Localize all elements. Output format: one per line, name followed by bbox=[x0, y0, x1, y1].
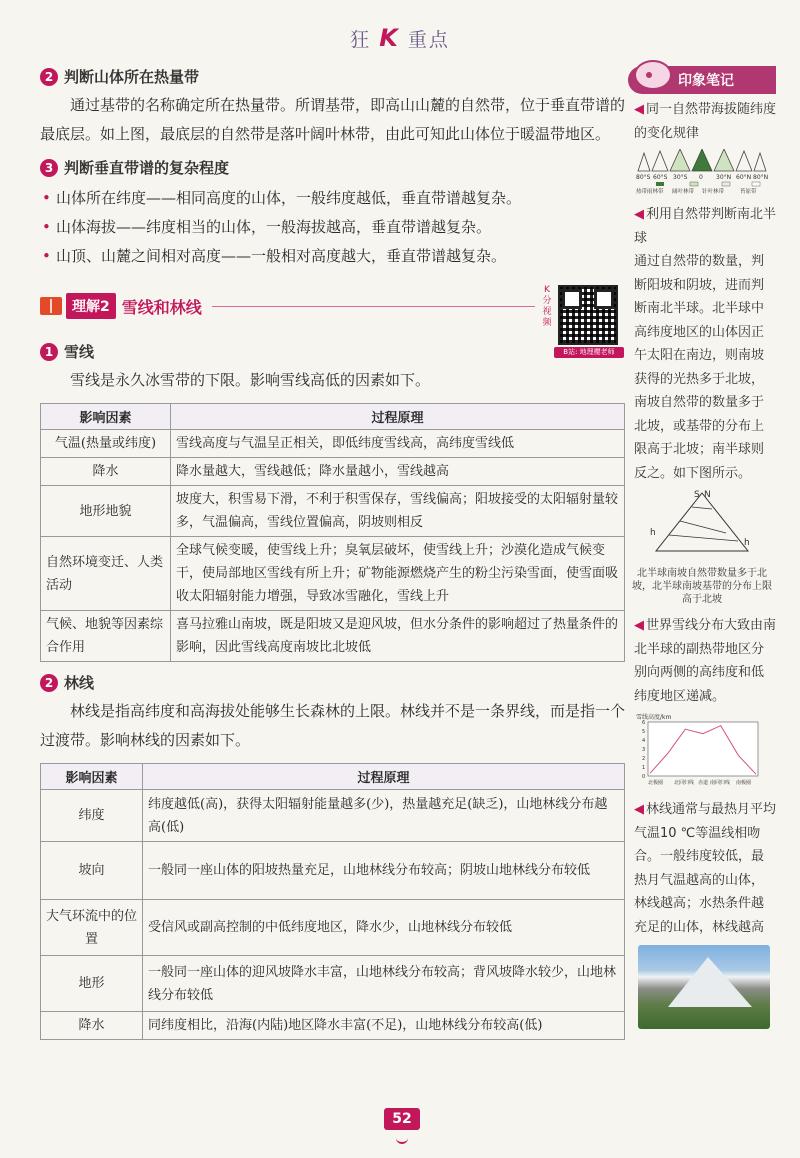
note-text: 同一自然带海拔随纬度的变化规律 bbox=[634, 102, 777, 141]
snowline-intro: 雪线是永久冰雪带的下限。影响雪线高低的因素如下。 bbox=[70, 371, 431, 389]
table-header: 影响因素 bbox=[41, 764, 143, 790]
y-tick-label: 4 bbox=[642, 738, 646, 744]
triangle-30n bbox=[714, 149, 734, 171]
subhead-title: 判断垂直带谱的复杂程度 bbox=[64, 159, 230, 177]
elephant-mascot-icon bbox=[634, 60, 672, 90]
table-cell-desc: 喜马拉雅山南坡，既是阳坡又是迎风坡，但水分条件的影响超过了热量条件的影响，因此雪线高度南坡比北坡低 bbox=[171, 611, 625, 662]
qr-code-icon[interactable] bbox=[558, 285, 618, 345]
label-south: S bbox=[694, 490, 700, 500]
triangle-80n bbox=[754, 153, 766, 171]
table-row bbox=[41, 611, 625, 662]
triangle-80s bbox=[638, 153, 650, 171]
table-cell-desc: 全球气候变暖，使雪线上升；臭氧层破坏，使雪线上升；沙漠化造成气候变干，使局部地区雪线有所上升；矿物能源燃烧产生的粉尘污染雪面，使雪面吸收太阳辐射能力增强，导致冰雪融化，雪线上升 bbox=[171, 537, 625, 611]
table-cell-desc: 雪线高度与气温呈正相关，即低纬度雪线高，高纬度雪线低 bbox=[171, 430, 625, 458]
table-cell-factor: 气温(热量或纬度) bbox=[41, 430, 171, 458]
y-tick-label: 2 bbox=[642, 756, 646, 762]
note-latitude-altitude bbox=[628, 98, 776, 145]
label-north: N bbox=[704, 490, 711, 500]
triangle-30s bbox=[670, 149, 690, 171]
table-cell-desc: 一般同一座山体的阳坡热量充足，山地林线分布较高；阴坡山地林线分布较低 bbox=[143, 842, 625, 900]
subhead-title: 雪线 bbox=[64, 343, 95, 361]
lat-label: 60°S bbox=[653, 174, 668, 181]
table-row bbox=[41, 842, 625, 900]
qr-code-block[interactable] bbox=[540, 285, 625, 360]
table-row bbox=[41, 537, 625, 611]
table-cell-factor: 地形地貌 bbox=[41, 486, 171, 537]
table-row bbox=[41, 790, 625, 842]
legend-label: 针叶林带 bbox=[702, 189, 725, 195]
subhead-heat-zone bbox=[40, 66, 625, 87]
lat-label: 0 bbox=[699, 174, 703, 181]
treeline-intro: 林线是指高纬度和高海拔处能够生长森林的上限。林线并不是一条界线，而是指一个过渡带。影响林线的因素如下。 bbox=[40, 702, 626, 749]
table-cell-desc: 同纬度相比，沿海(内陆)地区降水丰富(不足)，山地林线分布较高(低) bbox=[143, 1012, 625, 1040]
x-label: 南回归线 bbox=[710, 780, 731, 786]
triangle-equator bbox=[692, 149, 712, 171]
video-label: K分视频 bbox=[542, 285, 552, 328]
mountain-photo bbox=[638, 945, 770, 1029]
table-row bbox=[41, 956, 625, 1012]
list-item: • 山顶、山麓之间相对高度——一般相对高度越大，垂直带谱越复杂。 bbox=[40, 242, 625, 271]
y-tick-label: 1 bbox=[642, 765, 646, 771]
triangle-left-icon: ◀ bbox=[634, 207, 644, 222]
triangle-left-icon: ◀ bbox=[634, 802, 644, 817]
section-divider bbox=[212, 306, 535, 307]
fig-zone-triangles bbox=[636, 149, 768, 195]
table-cell-factor: 纬度 bbox=[41, 790, 143, 842]
header-k-logo: K bbox=[379, 24, 400, 52]
legend-label: 热带雨林带 bbox=[636, 189, 664, 195]
table-cell-desc: 降水量越大，雪线越低；降水量越小，雪线越高 bbox=[171, 458, 625, 486]
table-cell-factor: 坡向 bbox=[41, 842, 143, 900]
subhead-title: 林线 bbox=[64, 674, 95, 692]
fig-snowline-chart bbox=[636, 712, 768, 790]
section-header-snow-forest bbox=[40, 285, 625, 356]
table-row bbox=[41, 1012, 625, 1040]
paragraph-base-zone: 通过基带的名称确定所在热量带。所谓基带，即高山山麓的自然带，位于垂直带谱的最底层。如上图，最底层的自然带是落叶阔叶林带，由此可知此山体位于暖温带地区。 bbox=[40, 96, 626, 143]
triangle-60n bbox=[736, 151, 752, 171]
note-text: 世界雪线分布大致由南北半球的副热带地区分别向两侧的高纬度和低纬度地区递减。 bbox=[634, 618, 777, 704]
table-header: 过程原理 bbox=[171, 404, 625, 430]
table-row bbox=[41, 900, 625, 956]
table-cell-desc: 纬度越低(高)，获得太阳辐射能量越多(少)，热量越充足(缺乏)，山地林线分布越高(低) bbox=[143, 790, 625, 842]
x-label: 北极圈 bbox=[648, 780, 664, 786]
table-cell-factor: 大气环流中的位置 bbox=[41, 900, 143, 956]
list-item: • 山体所在纬度——相同高度的山体，一般纬度越低，垂直带谱越复杂。 bbox=[40, 184, 625, 213]
subhead-treeline bbox=[40, 672, 625, 693]
fig-mountain-slopes bbox=[636, 489, 768, 561]
section-title: 雪线和林线 bbox=[121, 297, 202, 317]
label-h-north: h bbox=[744, 538, 750, 548]
table-cell-factor: 自然环境变迁、人类活动 bbox=[41, 537, 171, 611]
number-badge: 3 bbox=[40, 159, 58, 177]
table-row bbox=[41, 430, 625, 458]
table-cell-factor: 地形 bbox=[41, 956, 143, 1012]
note-hemisphere bbox=[628, 203, 776, 485]
subhead-complexity bbox=[40, 157, 625, 178]
table-cell-desc: 一般同一座山体的迎风坡降水丰富，山地林线分布较高；背风坡降水较少，山地林线分布较低 bbox=[143, 956, 625, 1012]
legend-swatch-tundra bbox=[752, 182, 760, 186]
y-tick-label: 3 bbox=[642, 747, 646, 753]
table-row bbox=[41, 486, 625, 537]
table-header: 影响因素 bbox=[41, 404, 171, 430]
table-cell-desc: 受信风或副高控制的中低纬度地区，降水少，山地林线分布较低 bbox=[143, 900, 625, 956]
subhead-snowline bbox=[40, 341, 625, 362]
table-cell-factor: 气候、地貌等因素综合作用 bbox=[41, 611, 171, 662]
note-text: 通过自然带的数量，判断阳坡和阴坡，进而判断南北半球。北半球中高纬度地区的山体因正午太阳在南边，则南坡获得的光热多于北坡，南坡自然带的数量多于北坡，或基带的分布上限高于北坡；南半球则反之。如下图所示。 bbox=[634, 254, 765, 481]
legend-swatch-broadleaf bbox=[690, 182, 698, 186]
table-cell-factor: 降水 bbox=[41, 458, 171, 486]
label-h-south: h bbox=[650, 528, 656, 538]
lat-label: 60°N bbox=[736, 174, 752, 181]
sidebar-header bbox=[628, 66, 776, 94]
treeline-table bbox=[40, 763, 625, 1040]
lat-label: 80°N bbox=[753, 174, 768, 181]
legend-swatch-conifer bbox=[722, 182, 730, 186]
zone-line bbox=[680, 521, 726, 533]
y-tick-label: 5 bbox=[642, 729, 646, 735]
subhead-title: 判断山体所在热量带 bbox=[64, 68, 200, 86]
sidebar-notes bbox=[628, 66, 776, 1029]
triangle-left-icon: ◀ bbox=[634, 102, 644, 117]
header-text-2: 重点 bbox=[407, 29, 450, 51]
triangle-left-icon: ◀ bbox=[634, 618, 644, 633]
qr-caption: B站: 地理樱老师 bbox=[554, 347, 624, 358]
y-tick-label: 0 bbox=[642, 774, 646, 780]
section-tag: 理解2 bbox=[66, 293, 116, 319]
list-item: • 山体海拔——纬度相当的山体，一般海拔越高，垂直带谱越复杂。 bbox=[40, 213, 625, 242]
x-label: 赤道 bbox=[698, 780, 709, 786]
fig-caption: 北半球南坡自然带数量多于北坡，北半球南坡基带的分布上限高于北坡 bbox=[632, 568, 772, 605]
page-header bbox=[0, 24, 800, 52]
complexity-list bbox=[40, 184, 625, 271]
note-text: 林线通常与最热月平均气温10 ℃等温线相吻合。一般纬度较低，最热月气温越高的山体，林线越高；水热条件越充足的山体，林线越高 bbox=[634, 802, 777, 935]
legend-label: 阔叶林带 bbox=[672, 189, 695, 195]
triangle-60s bbox=[652, 151, 668, 171]
header-text-1: 狂 bbox=[350, 29, 372, 51]
number-badge: 1 bbox=[40, 343, 58, 361]
main-content bbox=[40, 60, 625, 1040]
note-heading: 利用自然带判断南北半球 bbox=[634, 207, 777, 246]
table-row bbox=[41, 458, 625, 486]
legend-label: 苔原带 bbox=[740, 189, 757, 195]
snowline-table bbox=[40, 403, 625, 662]
zone-line bbox=[692, 507, 712, 509]
lat-label: 80°S bbox=[636, 174, 651, 181]
note-treeline bbox=[628, 798, 776, 939]
number-badge: 2 bbox=[40, 674, 58, 692]
mountain-outline bbox=[656, 493, 748, 551]
lat-label: 30°S bbox=[673, 174, 688, 181]
legend-swatch-rainforest bbox=[656, 182, 664, 186]
table-cell-desc: 坡度大，积雪易下滑，不利于积雪保存，雪线偏高；阳坡接受的太阳辐射量较多，气温偏高，雪线位置偏高，阴坡则相反 bbox=[171, 486, 625, 537]
lat-label: 30°N bbox=[716, 174, 732, 181]
zone-line bbox=[669, 535, 738, 541]
sidebar-title: 印象笔记 bbox=[678, 73, 734, 89]
plot-frame bbox=[648, 722, 758, 776]
page-number: 52 bbox=[384, 1108, 420, 1130]
note-snowline bbox=[628, 614, 776, 708]
table-header: 过程原理 bbox=[143, 764, 625, 790]
x-label: 北回归线 bbox=[674, 780, 695, 786]
y-axis-label: 雪线高度/km bbox=[636, 714, 672, 721]
y-tick-label: 6 bbox=[642, 720, 646, 726]
book-icon bbox=[40, 297, 62, 315]
number-badge: 2 bbox=[40, 68, 58, 86]
table-cell-factor: 降水 bbox=[41, 1012, 143, 1040]
x-label: 南极圈 bbox=[736, 780, 752, 786]
